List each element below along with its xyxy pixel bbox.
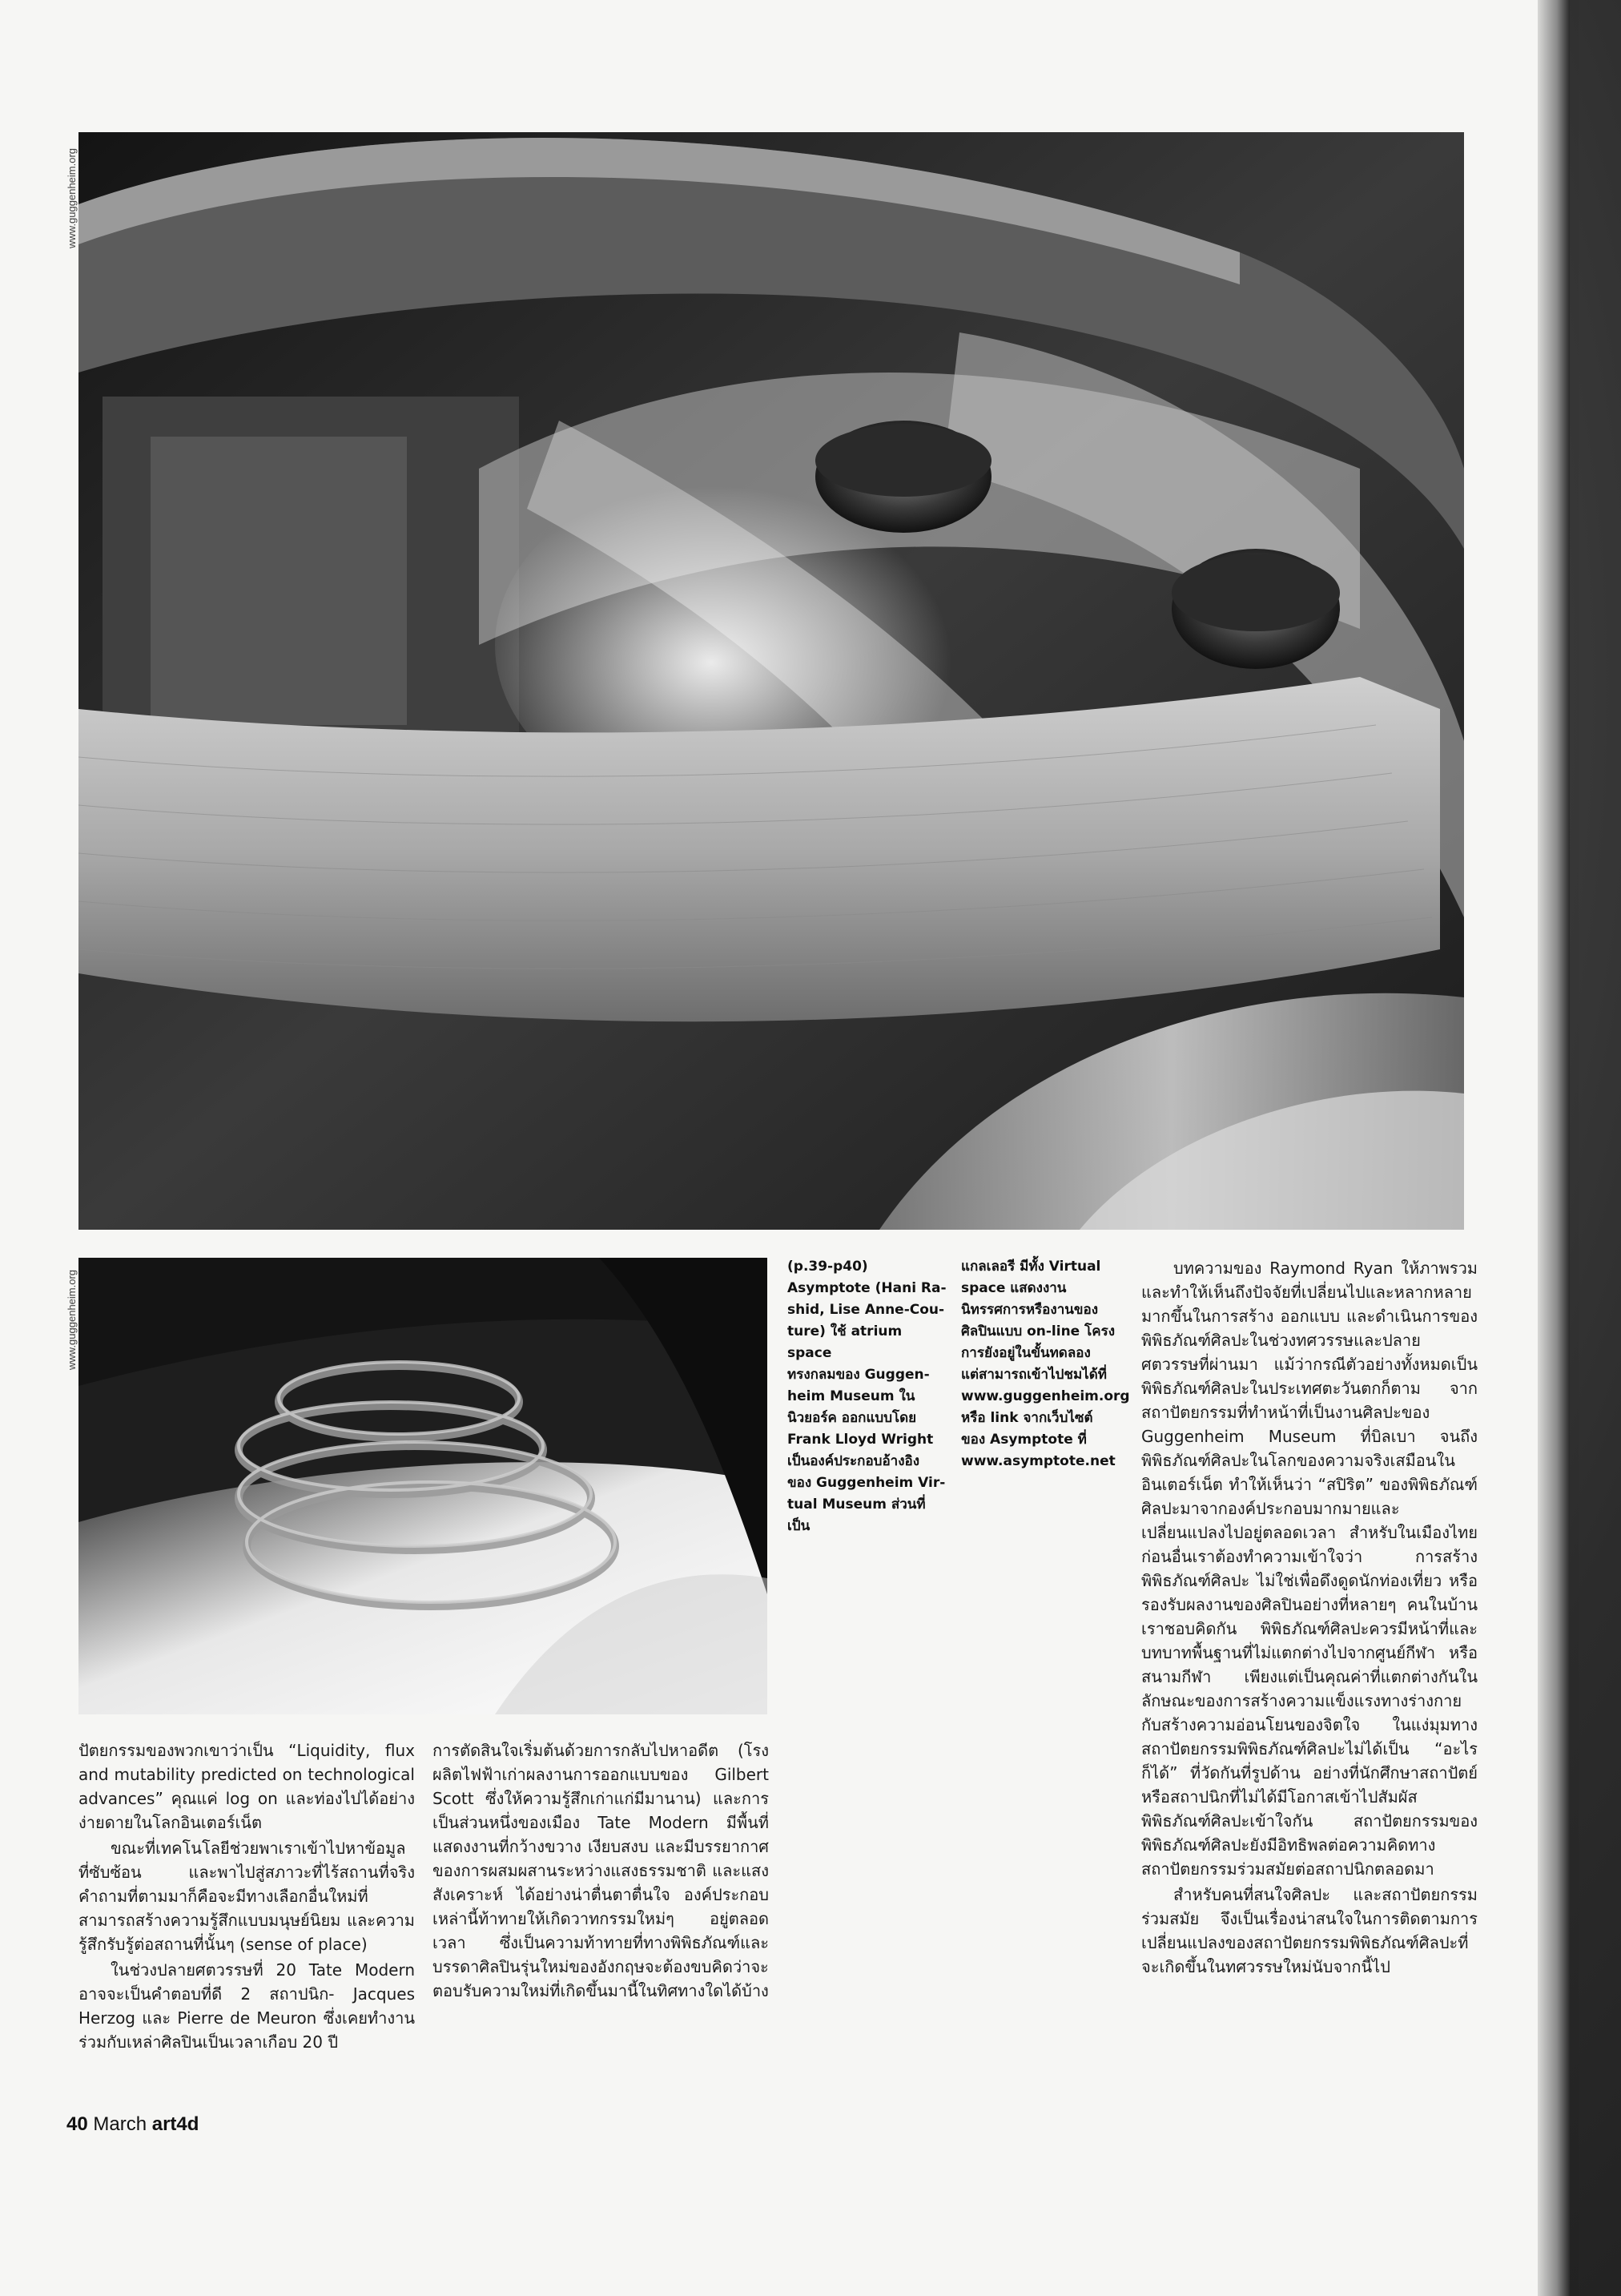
issue-month: March <box>93 2113 147 2135</box>
caption-line: นิวยอร์ค ออกแบบโดย <box>787 1410 917 1426</box>
body-paragraph: บทความของ Raymond Ryan ให้ภาพรวม และทำให้เห็นถึงปัจจัยที่เปลี่ยนไปและหลากหลายมากขึ้นในการสร้าง ออกแบบ และดำเนินการของพิพิธภัณฑ์ศิลปะในช่วงทศวรรษและปลายศตวรรษที่ผ่านมา แม้ว่ากรณีตัวอย่างทั้งหมดเป็นพิพิธภัณฑ์ศิลปะในประเทศตะวันตกก็ตาม จากสถาปัตยกรรมที่ทำหน้าที่เป็นงานศิลปะของ Guggenheim Museum ที่บิลเบา จนถึงพิพิธภัณฑ์ศิลปะในโลกของความจริงเสมือนในอินเตอร์เน็ต ทำให้เห็นว่า “สปิริต” ของพิพิธภัณฑ์ศิลปะมาจากองค์ประกอบมากมายและเปลี่ยนแปลงไปอยู่ตลอดเวลา สำหรับในเมืองไทย ก่อนอื่นเราต้องทำความเข้าใจว่า การสร้างพิพิธภัณฑ์ศิลปะ ไม่ใช่เพื่อดึงดูดนักท่องเที่ยว หรือรองรับผลงานของศิลปินอย่างที่หลายๆ คนในบ้านเราชอบคิดกัน พิพิธภัณฑ์ศิลปะควรมีหน้าที่และบทบาทพื้นฐานที่ไม่แตกต่างไปจากศูนย์กีฬา หรือสนามกีฬา เพียงแต่เป็นคุณค่าที่แตกต่างกันในลักษณะของการสร้างความแข็งแรงทางร่างกาย กับสร้างความอ่อนโยนของจิตใจ ในแง่มุมทางสถาปัตยกรรมพิพิธภัณฑ์ศิลปะไม่ได้เป็น “อะไรก็ได้” ที่วัดกันที่รูปด้าน อย่างที่นักศึกษาสถาปัตย์หรือสถาปนิกที่ไม่ได้มีโอกาสเข้าไปสัมผัสพิพิธภัณฑ์ศิลปะเข้าใจกัน สถาปัตยกรรมของพิพิธภัณฑ์ศิลปะยังมีอิทธิพลต่อความคิดทางสถาปัตยกรรมร่วมสมัยต่อสถาปนิกตลอดมา <box>1141 1259 1478 1879</box>
caption-line: shid, Lise Anne-Cou- <box>787 1302 945 1318</box>
caption-line: (p.39-p40) <box>787 1259 868 1275</box>
caption-line: แกลเลอรี มีทั้ง Virtual <box>961 1259 1101 1275</box>
main-render-image <box>78 132 1464 1230</box>
caption-line: Asymptote (Hani Ra- <box>787 1280 947 1296</box>
rings-render-icon <box>78 1258 767 1714</box>
photo-credit-top: www.guggenheim.org <box>66 147 78 248</box>
rings-render-image <box>78 1258 767 1714</box>
caption-column-1 <box>787 1256 947 1537</box>
caption-line: เป็นองค์ประกอบอ้างอิง <box>787 1453 920 1469</box>
guggenheim-virtual-museum-render-icon <box>78 132 1464 1230</box>
caption-line: www.asymptote.net <box>961 1453 1116 1469</box>
caption-line: นิทรรศการหรืองานของ <box>961 1302 1098 1318</box>
caption-line: www.guggenheim.org <box>961 1388 1130 1404</box>
body-paragraph: ในช่วงปลายศตวรรษที่ 20 Tate Modern อาจจะเป็นคำตอบที่ดี 2 สถาปนิก- Jacques Herzog และ Pierre de Meuron ซึ่งเคยทำงานร่วมกับเหล่าศิลปินเป็นเวลาเกือบ 20 ปี <box>78 1960 415 2052</box>
caption-line: Frank Lloyd Wright <box>787 1432 934 1448</box>
body-paragraph: การตัดสินใจเริ่มต้นด้วยการกลับไปหาอดีต (โรงผลิตไฟฟ้าเก่าผลงานการออกแบบของ Gilbert Scott ซึ่งให้ความรู้สึกเก่าแก่มีมานาน) และการเป็นส่วนหนึ่งของเมือง Tate Modern มีพื้นที่แสดงงานที่กว้างขวาง เงียบสงบ และมีบรรยากาศของการผสมผสานระหว่างแสงธรรมชาติ และแสงสังเคราะห์ ได้อย่างน่าตื่นตาตื่นใจ องค์ประกอบเหล่านี้ท้าทายให้เกิดวาทกรรมใหม่ๆ อยู่ตลอดเวลา ซึ่งเป็นความท้าทายที่ทางพิพิธภัณฑ์และบรรดาศิลปินรุ่นใหม่ของอังกฤษจะต้องขบคิดว่าจะ ตอบรับความใหม่ที่เกิดขึ้นมานี้ในทิศทางใดได้บ้าง <box>432 1741 769 2000</box>
caption-column-2 <box>961 1256 1129 1472</box>
caption-line: space แสดงงาน <box>961 1280 1067 1296</box>
caption-line: การยังอยู่ในขั้นทดลอง <box>961 1345 1091 1361</box>
caption-line: ture) ใช้ atrium space <box>787 1323 903 1361</box>
caption-line: ของ Asymptote ที่ <box>961 1432 1087 1448</box>
body-paragraph: สำหรับคนที่สนใจศิลปะ และสถาปัตยกรรมร่วมสมัย จึงเป็นเรื่องน่าสนใจในการติดตามการเปลี่ยนแปลงของสถาปัตยกรรมพิพิธภัณฑ์ศิลปะที่จะเกิดขึ้นในทศวรรษใหม่นับจากนี้ไป <box>1141 1885 1478 1976</box>
caption-line: ศิลปินแบบ on-line โครง <box>961 1323 1116 1339</box>
page-edge-shadow <box>1538 0 1570 2296</box>
body-paragraph: ปัตยกรรมของพวกเขาว่าเป็น “Liquidity, flux and mutability predicted on technological advances” คุณแค่ log on และท่องไปได้อย่างง่ายดายในโลกอินเตอร์เน็ต <box>78 1741 415 1832</box>
page-folio <box>66 2113 199 2136</box>
caption-line: หรือ link จากเว็บไซต์ <box>961 1410 1093 1426</box>
caption-line: heim Museum ใน <box>787 1388 915 1404</box>
caption-line: ทรงกลมของ Guggen- <box>787 1367 930 1383</box>
caption-line: ของ Guggenheim Vir- <box>787 1475 946 1491</box>
caption-line: แต่สามารถเข้าไปชมได้ที่ <box>961 1367 1107 1383</box>
caption-line: tual Museum ส่วนที่เป็น <box>787 1496 926 1534</box>
body-column-middle <box>432 1738 769 2004</box>
magazine-brand: art4d <box>151 2113 199 2135</box>
body-column-right <box>1141 1256 1478 1980</box>
body-paragraph: ขณะที่เทคโนโลยีช่วยพาเราเข้าไปหาข้อมูลที่ซับซ้อน และพาไปสู่สภาวะที่ไร้สถานที่จริง คำถามที่ตามมาก็คือจะมีทางเลือกอื่นใหม่ที่สามารถสร้างความรู้สึกแบบมนุษย์นิยม และความรู้สึกรับรู้ต่อสถานที่นั้นๆ (sense of place) <box>78 1839 415 1954</box>
body-column-left <box>78 1738 415 2056</box>
photo-credit-bottom: www.guggenheim.org <box>66 1269 78 1370</box>
page-number: 40 <box>66 2113 88 2135</box>
